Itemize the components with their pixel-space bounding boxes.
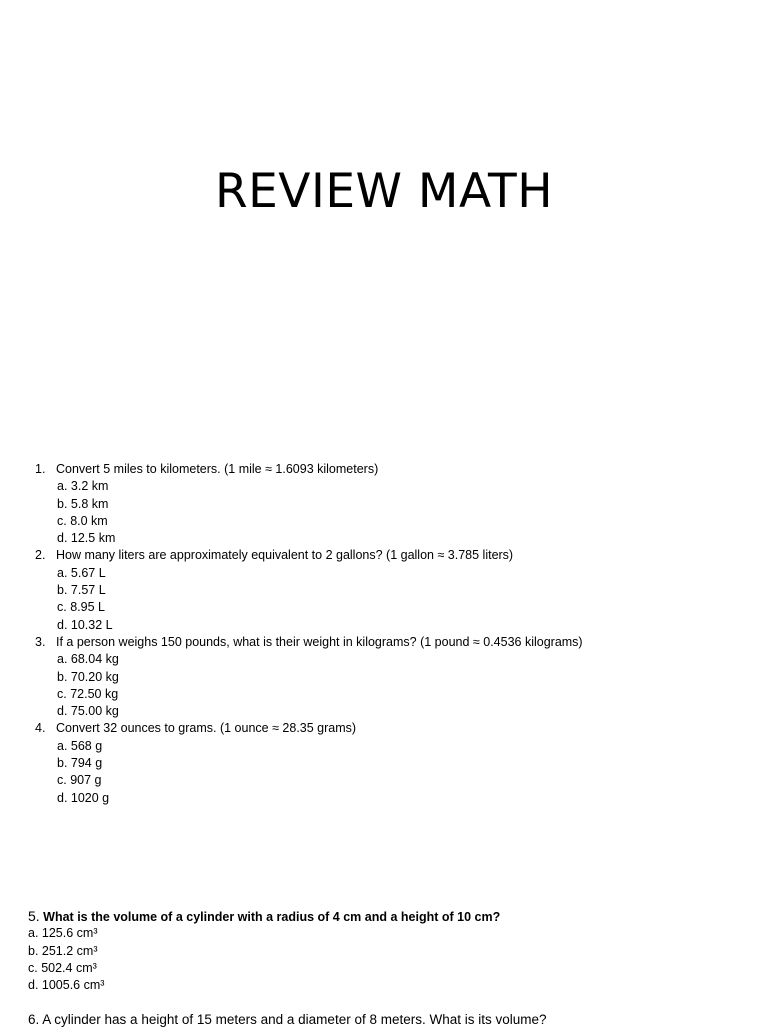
question-text: Convert 32 ounces to grams. (1 ounce ≈ 28.35 grams) [56, 721, 357, 736]
question-number: 3. [35, 634, 46, 649]
answer-option: c. 8.95 L [57, 600, 105, 615]
answer-option: b. 7.57 L [57, 583, 106, 598]
question-number: 4. [35, 721, 46, 736]
answer-option: a. 68.04 kg [57, 652, 119, 667]
answer-option: d. 75.00 kg [57, 704, 119, 719]
page-title: REVIEW MATH [214, 164, 554, 219]
answer-option: c. 8.0 km [57, 513, 108, 528]
answer-option: c. 907 g [57, 773, 102, 788]
answer-option: d. 1005.6 cm³ [28, 978, 105, 993]
question-text: How many liters are approximately equivalent to 2 gallons? (1 gallon ≈ 3.785 liters) [56, 548, 514, 563]
answer-option: d. 10.32 L [57, 617, 113, 632]
answer-option: c. 72.50 kg [57, 686, 119, 701]
question-list [0, 461, 768, 807]
question-item [28, 908, 758, 925]
answer-option: b. 5.8 km [57, 496, 109, 511]
answer-option: d. 1020 g [57, 790, 110, 805]
answer-option: a. 3.2 km [57, 479, 109, 494]
question-number: 2. [35, 548, 46, 563]
question-text: If a person weighs 150 pounds, what is their weight in kilograms? (1 pound ≈ 0.4536 kilograms) [56, 634, 583, 649]
answer-option: b. 794 g [57, 756, 103, 771]
answer-option: a. 125.6 cm³ [28, 926, 98, 941]
answer-option: a. 5.67 L [57, 565, 106, 580]
answer-option: a. 568 g [57, 738, 103, 753]
question-text: What is the volume of a cylinder with a radius of 4 cm and a height of 10 cm? [43, 910, 501, 924]
question-number: 1. [35, 462, 46, 476]
question-item [0, 720, 768, 737]
question-item [0, 461, 768, 478]
question-item [0, 547, 768, 564]
answer-option: d. 12.5 km [57, 531, 116, 546]
answer-option: b. 251.2 cm³ [28, 943, 98, 958]
answer-option: c. 502.4 cm³ [28, 960, 97, 975]
question-text: 6. A cylinder has a height of 15 meters and a diameter of 8 meters. What is its volume? [28, 1012, 547, 1028]
answer-option: b. 70.20 kg [57, 669, 119, 684]
question-text: Convert 5 miles to kilometers. (1 mile ≈ 1.6093 kilometers) [56, 462, 379, 476]
question-section-2 [28, 908, 758, 1029]
question-number: 5. [28, 908, 40, 924]
question-item [0, 634, 768, 651]
